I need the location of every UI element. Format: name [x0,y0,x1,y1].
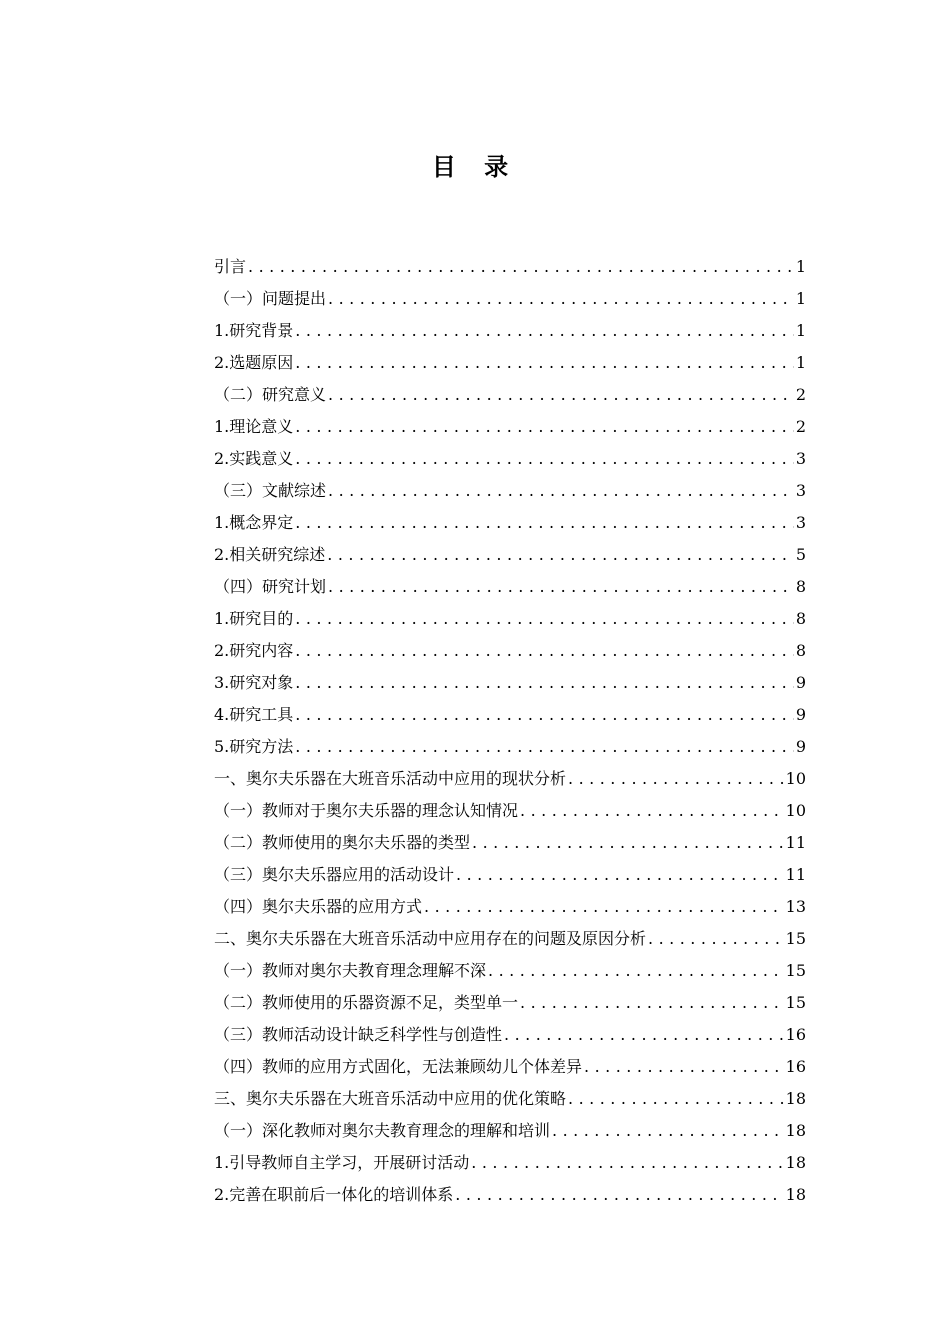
toc-page-number: 8 [795,609,806,628]
toc-page-number: 5 [795,545,806,564]
toc-entry[interactable] [214,507,806,539]
toc-entry-text: 1.理论意义 [214,417,294,436]
toc-entry-text: 引言 [214,257,247,276]
toc-entry[interactable] [214,251,806,283]
toc-entry-text: （二）教师使用的乐器资源不足，类型单一 [214,993,519,1012]
toc-page-number: 9 [795,737,806,756]
toc-entry[interactable] [214,1115,806,1147]
toc-dot-leader [293,347,794,379]
toc-entry-text: 2.选题原因 [214,353,294,372]
toc-entry-text: 一、奥尔夫乐器在大班音乐活动中应用的现状分析 [214,769,567,788]
toc-entry-text: （一）问题提出 [214,289,327,308]
toc-dot-leader [646,923,784,955]
toc-page-number: 16 [785,1025,806,1044]
toc-entry-text: （一）教师对于奥尔夫乐器的理念认知情况 [214,801,519,820]
toc-entry[interactable] [214,763,806,795]
toc-list [214,251,806,1211]
toc-dot-leader [293,315,794,347]
toc-entry[interactable] [214,603,806,635]
toc-entry[interactable] [214,987,806,1019]
toc-entry-text: 2.相关研究综述 [214,545,326,564]
toc-entry[interactable] [214,1083,806,1115]
toc-entry-text: 2.研究内容 [214,641,294,660]
toc-entry[interactable] [214,315,806,347]
toc-page-number: 11 [785,833,806,852]
toc-entry[interactable] [214,475,806,507]
toc-dot-leader [326,571,794,603]
toc-dot-leader [293,699,794,731]
toc-dot-leader [422,891,784,923]
toc-entry-text: 1.引导教师自主学习，开展研讨活动 [214,1153,470,1172]
toc-entry-text: 4.研究工具 [214,705,294,724]
toc-entry[interactable] [214,955,806,987]
toc-dot-leader [293,603,794,635]
toc-dot-leader [293,411,794,443]
toc-page-number: 15 [785,929,806,948]
toc-entry[interactable] [214,443,806,475]
toc-entry[interactable] [214,891,806,923]
toc-dot-leader [454,859,784,891]
toc-entry-text: （二）教师使用的奥尔夫乐器的类型 [214,833,471,852]
toc-entry-text: （一）教师对奥尔夫教育理念理解不深 [214,961,487,980]
toc-page-number: 2 [795,385,806,404]
toc-entry-text: （四）教师的应用方式固化，无法兼顾幼儿个体差异 [214,1057,583,1076]
toc-entry-text: 1.研究背景 [214,321,294,340]
toc-page-number: 3 [795,513,806,532]
toc-entry-text: 3.研究对象 [214,673,294,692]
toc-entry[interactable] [214,827,806,859]
toc-dot-leader [293,731,794,763]
toc-entry[interactable] [214,411,806,443]
toc-dot-leader [293,667,794,699]
toc-entry[interactable] [214,1147,806,1179]
toc-entry[interactable] [214,1179,806,1211]
toc-entry[interactable] [214,571,806,603]
toc-dot-leader [293,443,794,475]
toc-dot-leader [486,955,784,987]
toc-page-number: 16 [785,1057,806,1076]
toc-dot-leader [566,763,784,795]
toc-entry[interactable] [214,699,806,731]
toc-dot-leader [326,379,794,411]
toc-page-number: 1 [795,321,806,340]
toc-dot-leader [453,1179,783,1211]
toc-entry-text: （二）研究意义 [214,385,327,404]
toc-entry-text: 三、奥尔夫乐器在大班音乐活动中应用的优化策略 [214,1089,567,1108]
toc-page-number: 1 [795,353,806,372]
toc-page-number: 15 [785,993,806,1012]
toc-page-number: 10 [785,769,806,788]
toc-entry-text: 1.研究目的 [214,609,294,628]
toc-page-number: 13 [785,897,806,916]
toc-entry[interactable] [214,635,806,667]
toc-entry-text: （三）奥尔夫乐器应用的活动设计 [214,865,455,884]
toc-dot-leader [293,635,794,667]
toc-dot-leader [326,475,794,507]
toc-entry[interactable] [214,539,806,571]
toc-title: 目 录 [431,153,519,181]
toc-page-number: 8 [795,641,806,660]
toc-entry-text: 1.概念界定 [214,513,294,532]
toc-entry-text: 2.完善在职前后一体化的培训体系 [214,1185,454,1204]
toc-page-number: 2 [795,417,806,436]
toc-dot-leader [550,1115,784,1147]
toc-page-number: 9 [795,705,806,724]
toc-entry-text: （三）教师活动设计缺乏科学性与创造性 [214,1025,503,1044]
toc-dot-leader [518,987,784,1019]
toc-entry-text: 2.实践意义 [214,449,294,468]
toc-entry[interactable] [214,923,806,955]
toc-page-number: 1 [795,257,806,276]
toc-entry-text: （四）研究计划 [214,577,327,596]
toc-dot-leader [502,1019,784,1051]
toc-entry[interactable] [214,795,806,827]
toc-page-number: 3 [795,481,806,500]
toc-page-number: 15 [785,961,806,980]
toc-entry[interactable] [214,667,806,699]
toc-page-number: 8 [795,577,806,596]
toc-dot-leader [325,539,794,571]
toc-entry[interactable] [214,731,806,763]
toc-dot-leader [246,251,794,283]
toc-entry[interactable] [214,1051,806,1083]
toc-dot-leader [518,795,784,827]
toc-entry[interactable] [214,1019,806,1051]
toc-page-number: 10 [785,801,806,820]
toc-entry-text: 5.研究方法 [214,737,294,756]
toc-page-number: 18 [785,1089,806,1108]
toc-page-number: 18 [785,1121,806,1140]
toc-page-number: 11 [785,865,806,884]
toc-entry-text: 二、奥尔夫乐器在大班音乐活动中应用存在的问题及原因分析 [214,929,647,948]
toc-entry[interactable] [214,859,806,891]
toc-dot-leader [293,507,794,539]
toc-entry[interactable] [214,379,806,411]
toc-page-number: 18 [785,1153,806,1172]
toc-page-number: 3 [795,449,806,468]
toc-entry-text: （四）奥尔夫乐器的应用方式 [214,897,423,916]
toc-entry-text: （三）文献综述 [214,481,327,500]
toc-dot-leader [469,1147,783,1179]
toc-page-number: 9 [795,673,806,692]
toc-entry-text: （一）深化教师对奥尔夫教育理念的理解和培训 [214,1121,551,1140]
toc-dot-leader [326,283,794,315]
toc-dot-leader [470,827,784,859]
toc-page-number: 1 [795,289,806,308]
toc-entry[interactable] [214,347,806,379]
toc-dot-leader [582,1051,784,1083]
toc-page-number: 18 [785,1185,806,1204]
toc-entry[interactable] [214,283,806,315]
toc-dot-leader [566,1083,784,1115]
